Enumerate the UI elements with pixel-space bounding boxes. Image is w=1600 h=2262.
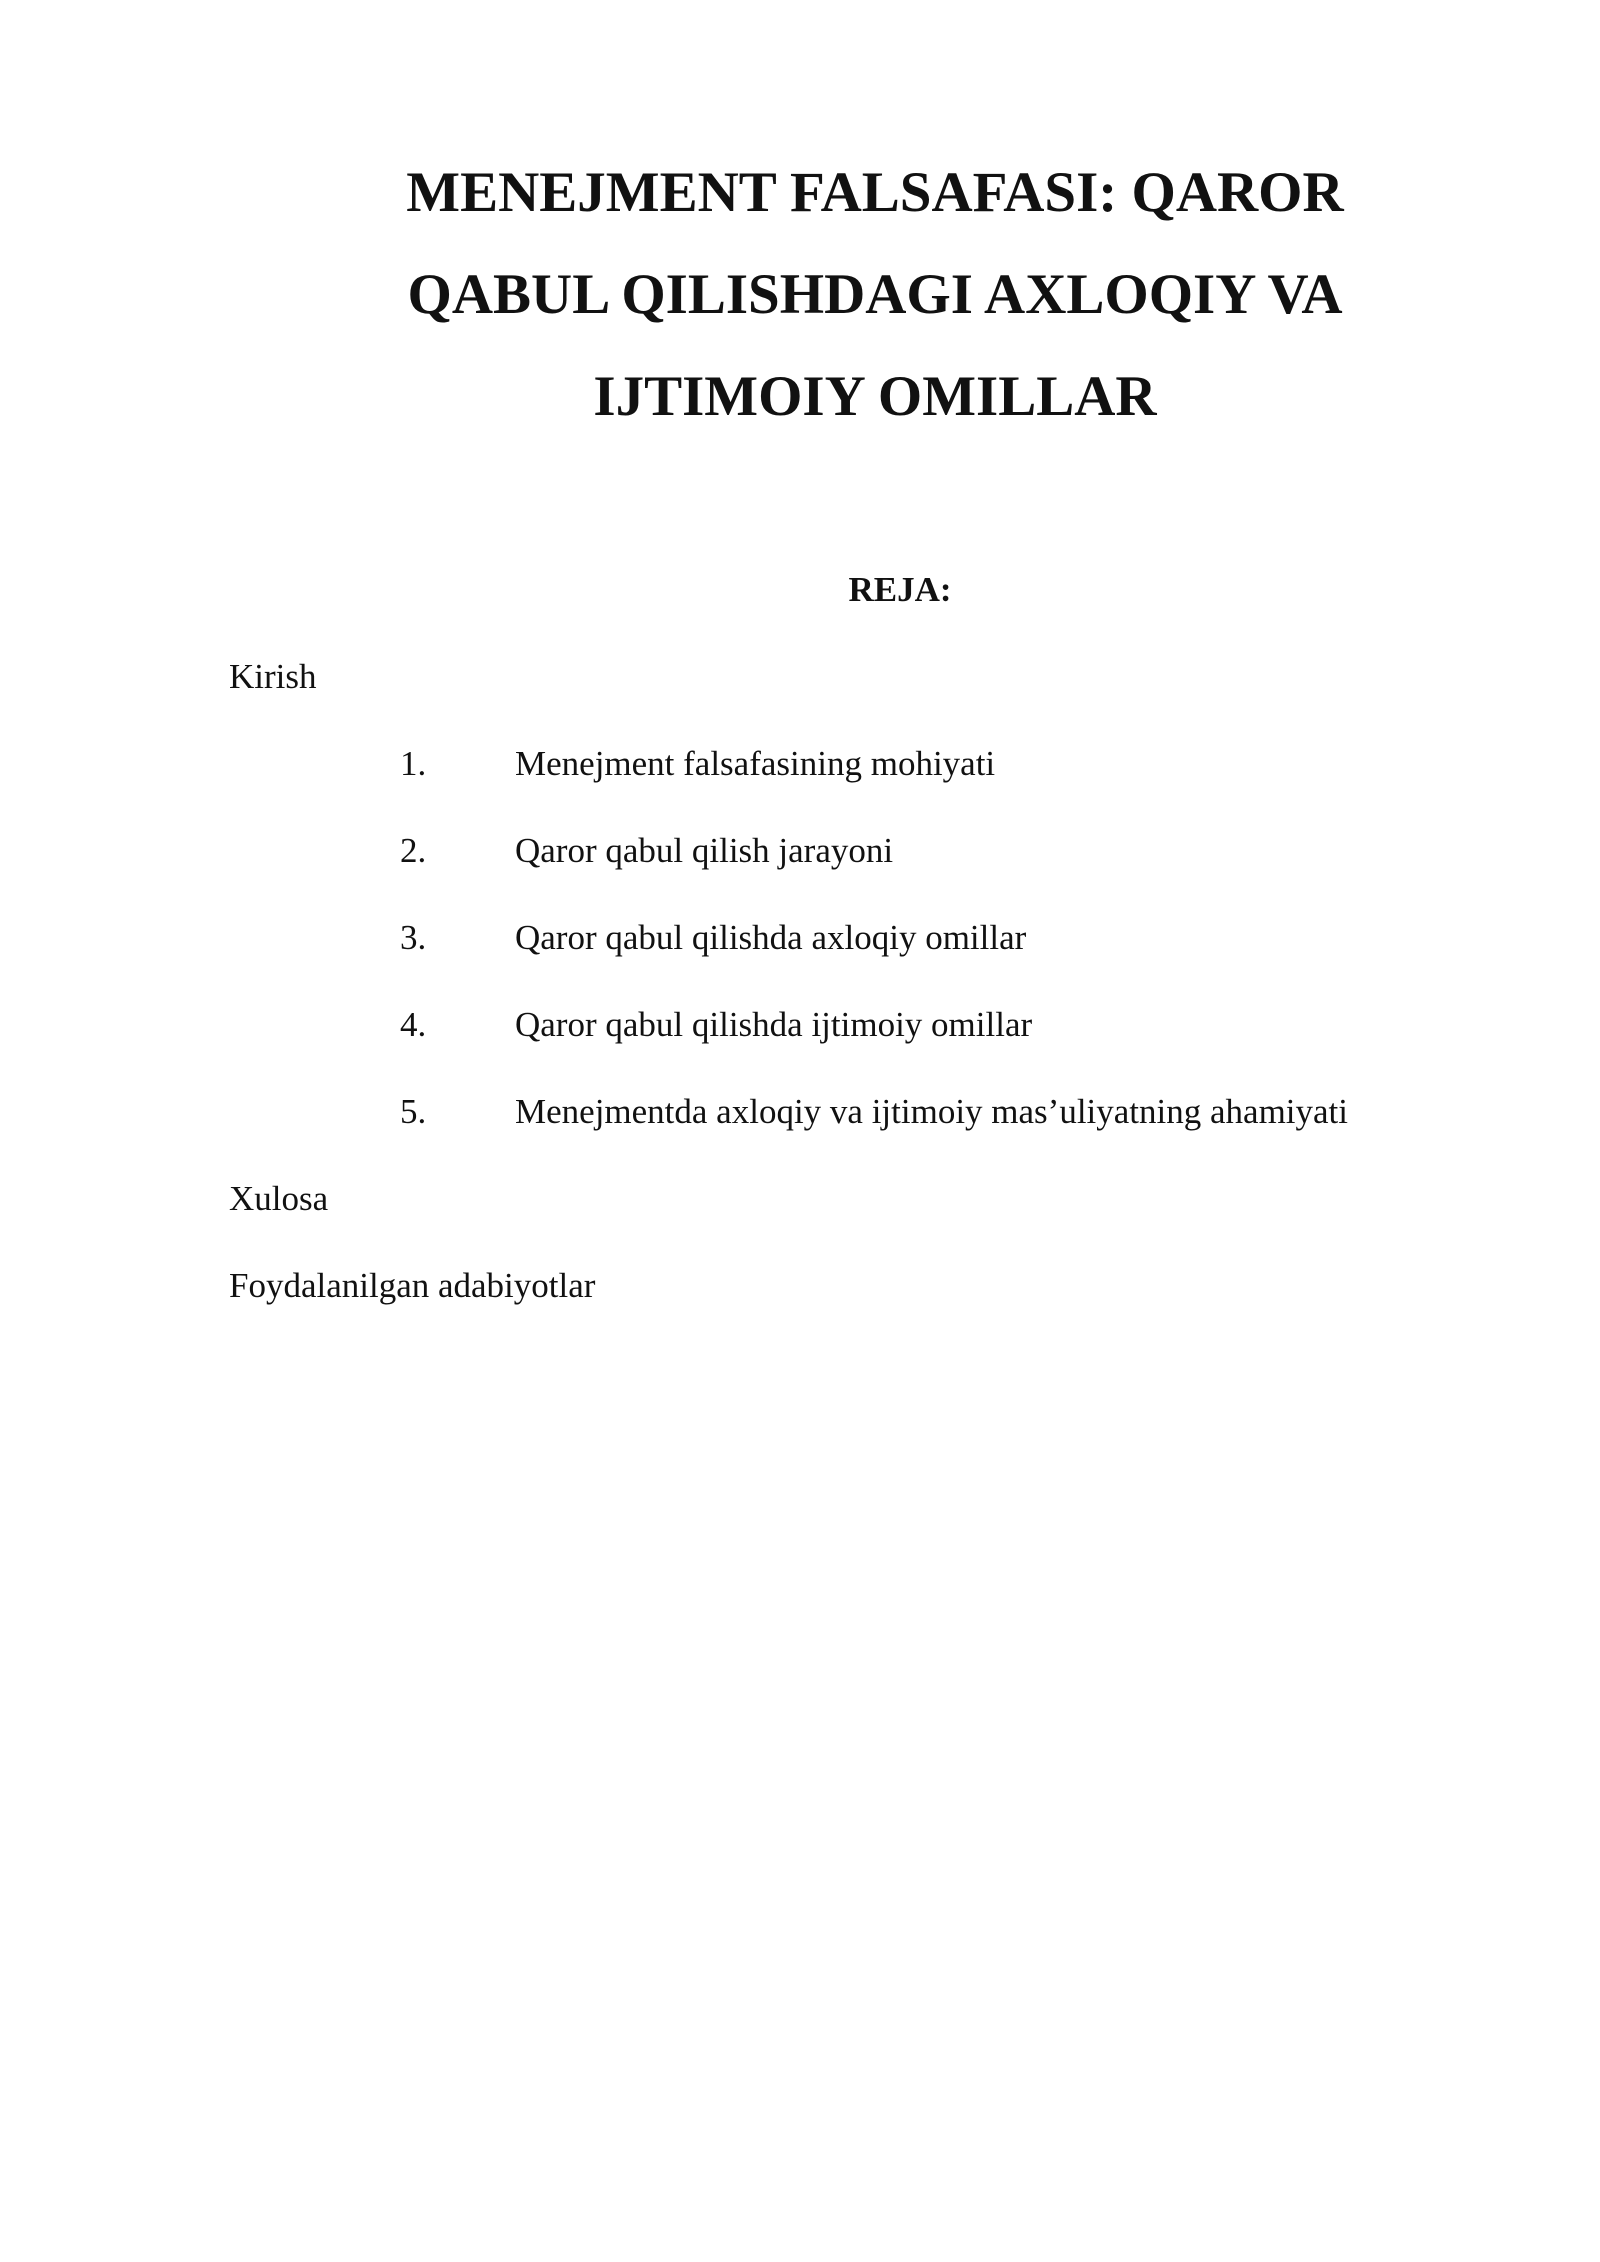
plan-item-text: Qaror qabul qilishda ijtimoiy omillar <box>515 1005 1033 1044</box>
plan-item-text: Menejmentda axloqiy va ijtimoiy mas’uliyatning ahamiyati <box>515 1092 1349 1131</box>
plan-heading: REJA: <box>848 570 952 609</box>
intro-entry: Kirish <box>229 657 317 696</box>
plan-item-text: Qaror qabul qilish jarayoni <box>515 831 894 870</box>
plan-item-number: 2. <box>400 831 427 870</box>
plan-item-4 <box>400 1001 1032 1049</box>
title-line-3: IJTIMOIY OMILLAR <box>593 365 1157 428</box>
conclusion-entry: Xulosa <box>229 1179 329 1218</box>
plan-item-number: 5. <box>400 1092 427 1131</box>
plan-item-1 <box>400 740 995 788</box>
plan-item-number: 1. <box>400 744 427 783</box>
references-entry: Foydalanilgan adabiyotlar <box>229 1266 596 1305</box>
plan-item-number: 3. <box>400 918 427 957</box>
plan-item-number: 4. <box>400 1005 427 1044</box>
title-line-2: QABUL QILISHDAGI AXLOQIY VA <box>407 263 1343 326</box>
plan-item-text: Menejment falsafasining mohiyati <box>515 744 996 783</box>
title-line-1: MENEJMENT FALSAFASI: QAROR <box>406 161 1344 224</box>
plan-item-2 <box>400 827 893 875</box>
plan-item-5 <box>400 1088 1348 1136</box>
plan-item-3 <box>400 914 1026 962</box>
document-title <box>330 142 1420 448</box>
plan-item-text: Qaror qabul qilishda axloqiy omillar <box>515 918 1027 957</box>
